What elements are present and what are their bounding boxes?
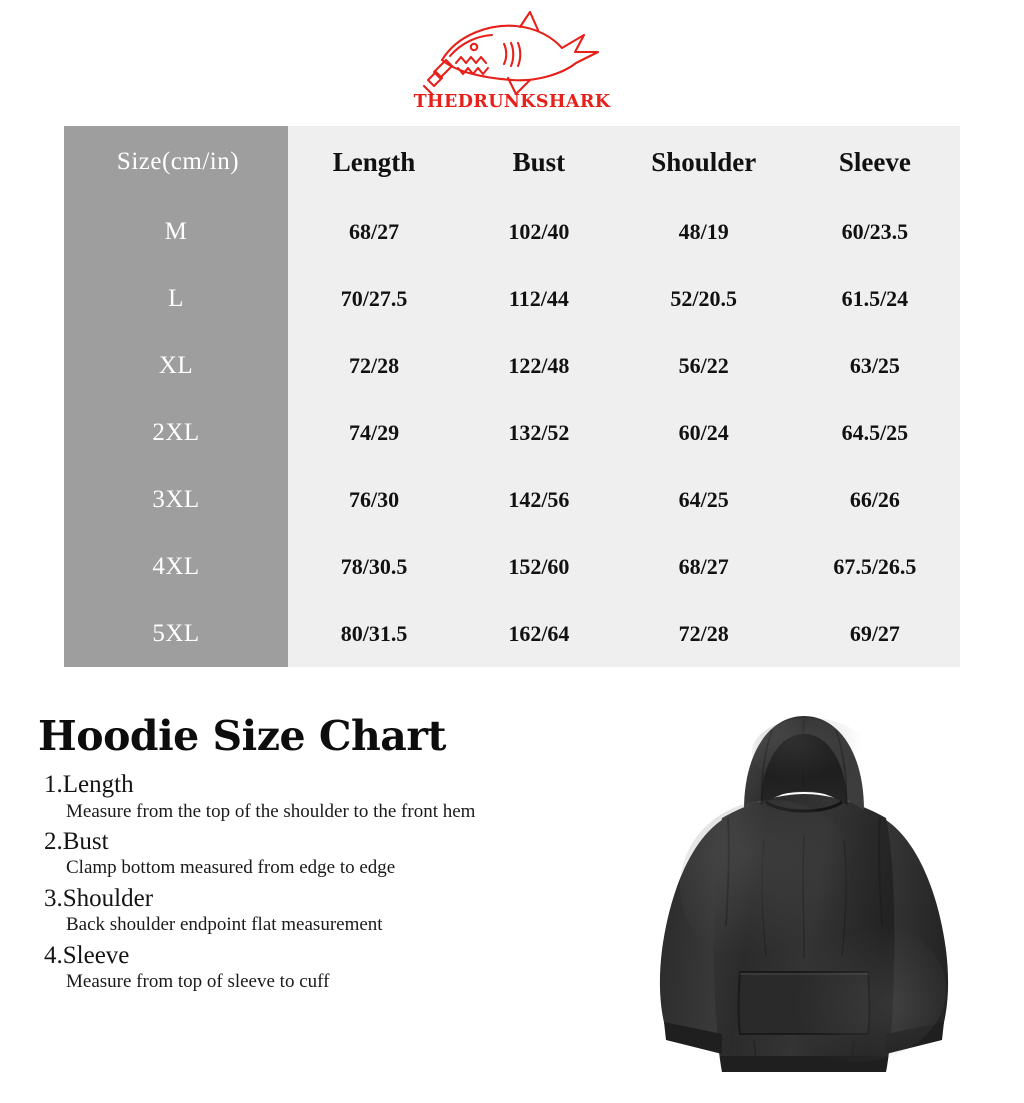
cell-shoulder: 68/27 <box>618 533 790 600</box>
cell-bust: 142/56 <box>460 466 618 533</box>
cell-sleeve: 67.5/26.5 <box>790 533 960 600</box>
note-item <box>44 884 564 937</box>
note-heading: 4.Sleeve <box>44 941 130 969</box>
note-item <box>44 770 564 823</box>
measurement-notes <box>44 770 564 998</box>
table-row <box>64 600 960 667</box>
cell-length: 72/28 <box>288 332 460 399</box>
cell-bust: 112/44 <box>460 265 618 332</box>
note-body: Measure from the top of the shoulder to the front hem <box>66 800 476 822</box>
cell-sleeve: 64.5/25 <box>790 399 960 466</box>
row-size-label: M <box>64 198 288 265</box>
note-item <box>44 827 564 880</box>
cell-length: 70/27.5 <box>288 265 460 332</box>
cell-shoulder: 72/28 <box>618 600 790 667</box>
column-header-sleeve: Sleeve <box>790 126 960 198</box>
cell-bust: 122/48 <box>460 332 618 399</box>
cell-shoulder: 64/25 <box>618 466 790 533</box>
note-body: Measure from top of sleeve to cuff <box>66 971 330 993</box>
table-row <box>64 533 960 600</box>
cell-sleeve: 66/26 <box>790 466 960 533</box>
cell-sleeve: 63/25 <box>790 332 960 399</box>
note-heading: 2.Bust <box>44 827 109 855</box>
cell-shoulder: 60/24 <box>618 399 790 466</box>
hoodie-wash-highlight <box>752 718 868 786</box>
cell-bust: 132/52 <box>460 399 618 466</box>
guide-section <box>0 678 1024 1103</box>
hoodie-photo <box>604 690 1004 1098</box>
table-row <box>64 198 960 265</box>
svg-text:THEDRUNKSHARK: THEDRUNKSHARK <box>413 92 611 112</box>
cell-length: 80/31.5 <box>288 600 460 667</box>
column-header-shoulder: Shoulder <box>618 126 790 198</box>
column-header-bust: Bust <box>460 126 618 198</box>
table-row <box>64 265 960 332</box>
cell-sleeve: 69/27 <box>790 600 960 667</box>
note-item <box>44 941 564 994</box>
row-size-label: XL <box>64 332 288 399</box>
column-header-length: Length <box>288 126 460 198</box>
note-heading: 3.Shoulder <box>44 884 154 912</box>
row-size-label: L <box>64 265 288 332</box>
brand-logo <box>0 6 1024 114</box>
note-body: Clamp bottom measured from edge to edge <box>66 857 396 879</box>
shark-logo-icon <box>412 8 612 112</box>
cell-shoulder: 52/20.5 <box>618 265 790 332</box>
cell-shoulder: 48/19 <box>618 198 790 265</box>
cell-length: 76/30 <box>288 466 460 533</box>
table-row <box>64 399 960 466</box>
page-title: Hoodie Size Chart <box>38 712 446 760</box>
table-row <box>64 466 960 533</box>
cell-sleeve: 60/23.5 <box>790 198 960 265</box>
hoodie-illustration <box>604 690 1004 1098</box>
row-size-label: 2XL <box>64 399 288 466</box>
cell-bust: 102/40 <box>460 198 618 265</box>
cell-bust: 152/60 <box>460 533 618 600</box>
table-row <box>64 332 960 399</box>
note-heading: 1.Length <box>44 771 134 798</box>
logo-wordmark <box>414 92 611 112</box>
row-size-label: 5XL <box>64 600 288 667</box>
size-chart-table <box>64 126 960 667</box>
cell-length: 78/30.5 <box>288 533 460 600</box>
hoodie-wash-highlight <box>766 918 946 1062</box>
cell-shoulder: 56/22 <box>618 332 790 399</box>
note-body: Back shoulder endpoint flat measurement <box>66 914 383 936</box>
row-size-label: 3XL <box>64 466 288 533</box>
size-chart-table-container <box>64 126 960 666</box>
cell-length: 74/29 <box>288 399 460 466</box>
cell-sleeve: 61.5/24 <box>790 265 960 332</box>
cell-bust: 162/64 <box>460 600 618 667</box>
column-header-size: Size(cm/in) <box>64 126 288 198</box>
row-size-label: 4XL <box>64 533 288 600</box>
table-header-row <box>64 126 960 198</box>
cell-length: 68/27 <box>288 198 460 265</box>
